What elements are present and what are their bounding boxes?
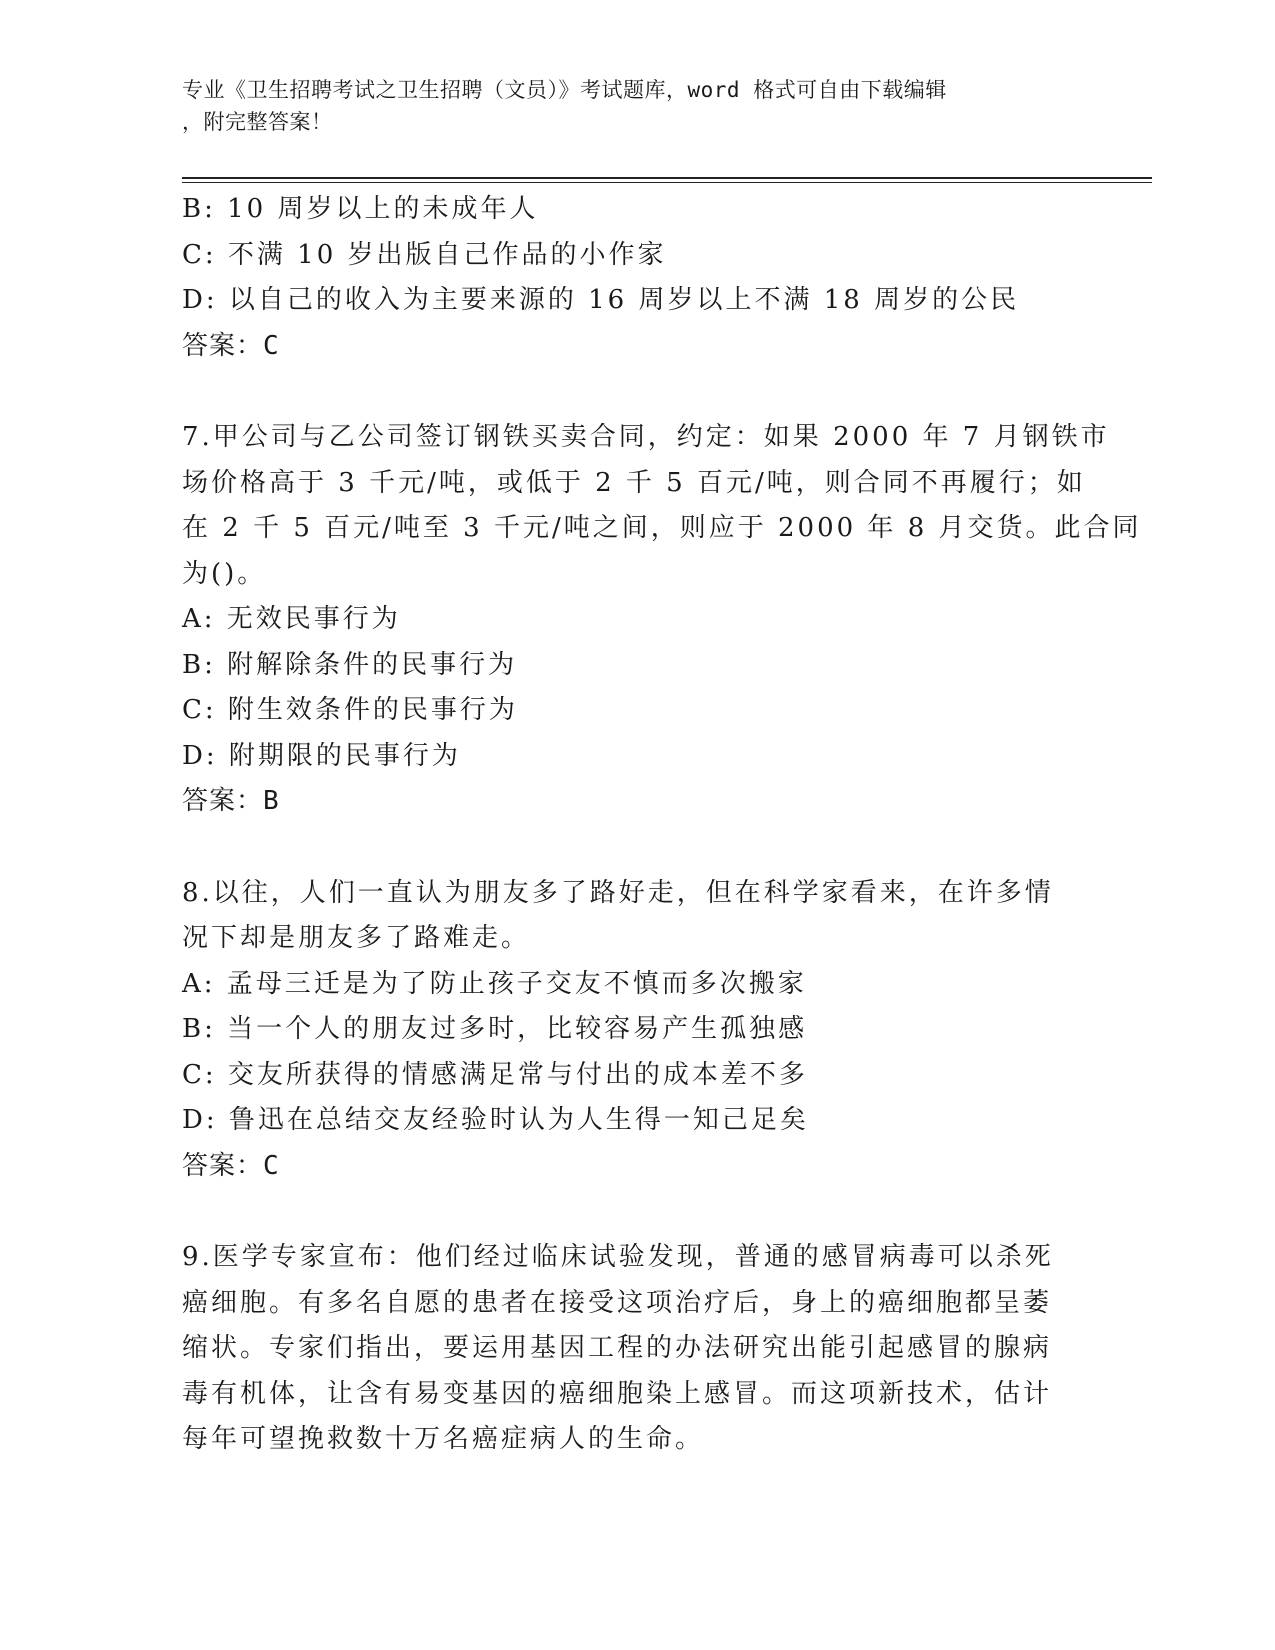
question-stem-line: 况下却是朋友多了路难走。	[182, 923, 531, 953]
answer-line: 答案：B	[182, 786, 280, 816]
question-stem-line: 9.医学专家宣布：他们经过临床试验发现，普通的感冒病毒可以杀死	[182, 1242, 1054, 1272]
question-stem-line: 毒有机体，让含有易变基因的癌细胞染上感冒。而这项新技术，估计	[182, 1378, 1053, 1409]
question-7	[182, 415, 1142, 825]
option-c: C: 附生效条件的民事行为	[182, 695, 518, 725]
option-d: D: 以自己的收入为主要来源的 16 周岁以上不满 18 周岁的公民	[182, 285, 1020, 315]
question-8	[182, 871, 1082, 1190]
page-header	[182, 74, 1062, 138]
answer-line: 答案：C	[182, 330, 280, 361]
header-rule-thick	[182, 177, 1152, 179]
question-stem-line: 7.甲公司与乙公司签订钢铁买卖合同，约定：如果 2000 年 7 月钢铁市	[182, 422, 1110, 452]
option-c: C: 不满 10 岁出版自己作品的小作家	[182, 239, 667, 270]
option-a: A: 孟母三迁是为了防止孩子交友不慎而多次搬家	[182, 968, 807, 999]
spacer	[182, 1189, 1082, 1235]
question-6	[182, 187, 1082, 369]
option-b: B: 10 周岁以上的未成年人	[182, 194, 539, 224]
spacer	[182, 369, 1082, 415]
answer-line: 答案：C	[182, 1150, 280, 1181]
header-line-2: ，附完整答案！	[182, 110, 333, 134]
question-stem-line: 每年可望挽救数十万名癌症病人的生命。	[182, 1424, 705, 1454]
option-b: B: 当一个人的朋友过多时，比较容易产生孤独感	[182, 1014, 808, 1044]
document-body	[182, 187, 1142, 1463]
option-d: D: 附期限的民事行为	[182, 740, 461, 771]
option-b: B: 附解除条件的民事行为	[182, 649, 518, 680]
question-stem-line: 缩状。专家们指出，要运用基因工程的办法研究出能引起感冒的腺病	[182, 1333, 1053, 1363]
option-c: C: 交友所获得的情感满足常与付出的成本差不多	[182, 1059, 808, 1090]
question-stem-line: 癌细胞。有多名自愿的患者在接受这项治疗后，身上的癌细胞都呈萎	[182, 1287, 1053, 1318]
question-stem-line: 8.以往，人们一直认为朋友多了路好走，但在科学家看来，在许多情	[182, 877, 1054, 908]
spacer	[182, 825, 1082, 871]
question-stem-line: 在 2 千 5 百元/吨至 3 千元/吨之间，则应于 2000 年 8 月交货。此合同	[182, 513, 1142, 543]
question-stem-line: 场价格高于 3 千元/吨，或低于 2 千 5 百元/吨，则合同不再履行；如	[182, 467, 1086, 498]
option-a: A: 无效民事行为	[182, 604, 401, 634]
question-stem-line: 为()。	[182, 558, 267, 589]
header-rule-thin	[182, 182, 1152, 183]
header-line-1: 专业《卫生招聘考试之卫生招聘（文员）》考试题库，word 格式可自由下载编辑	[182, 78, 947, 102]
option-d: D: 鲁迅在总结交友经验时认为人生得一知己足矣	[182, 1105, 809, 1135]
question-9	[182, 1235, 1082, 1463]
